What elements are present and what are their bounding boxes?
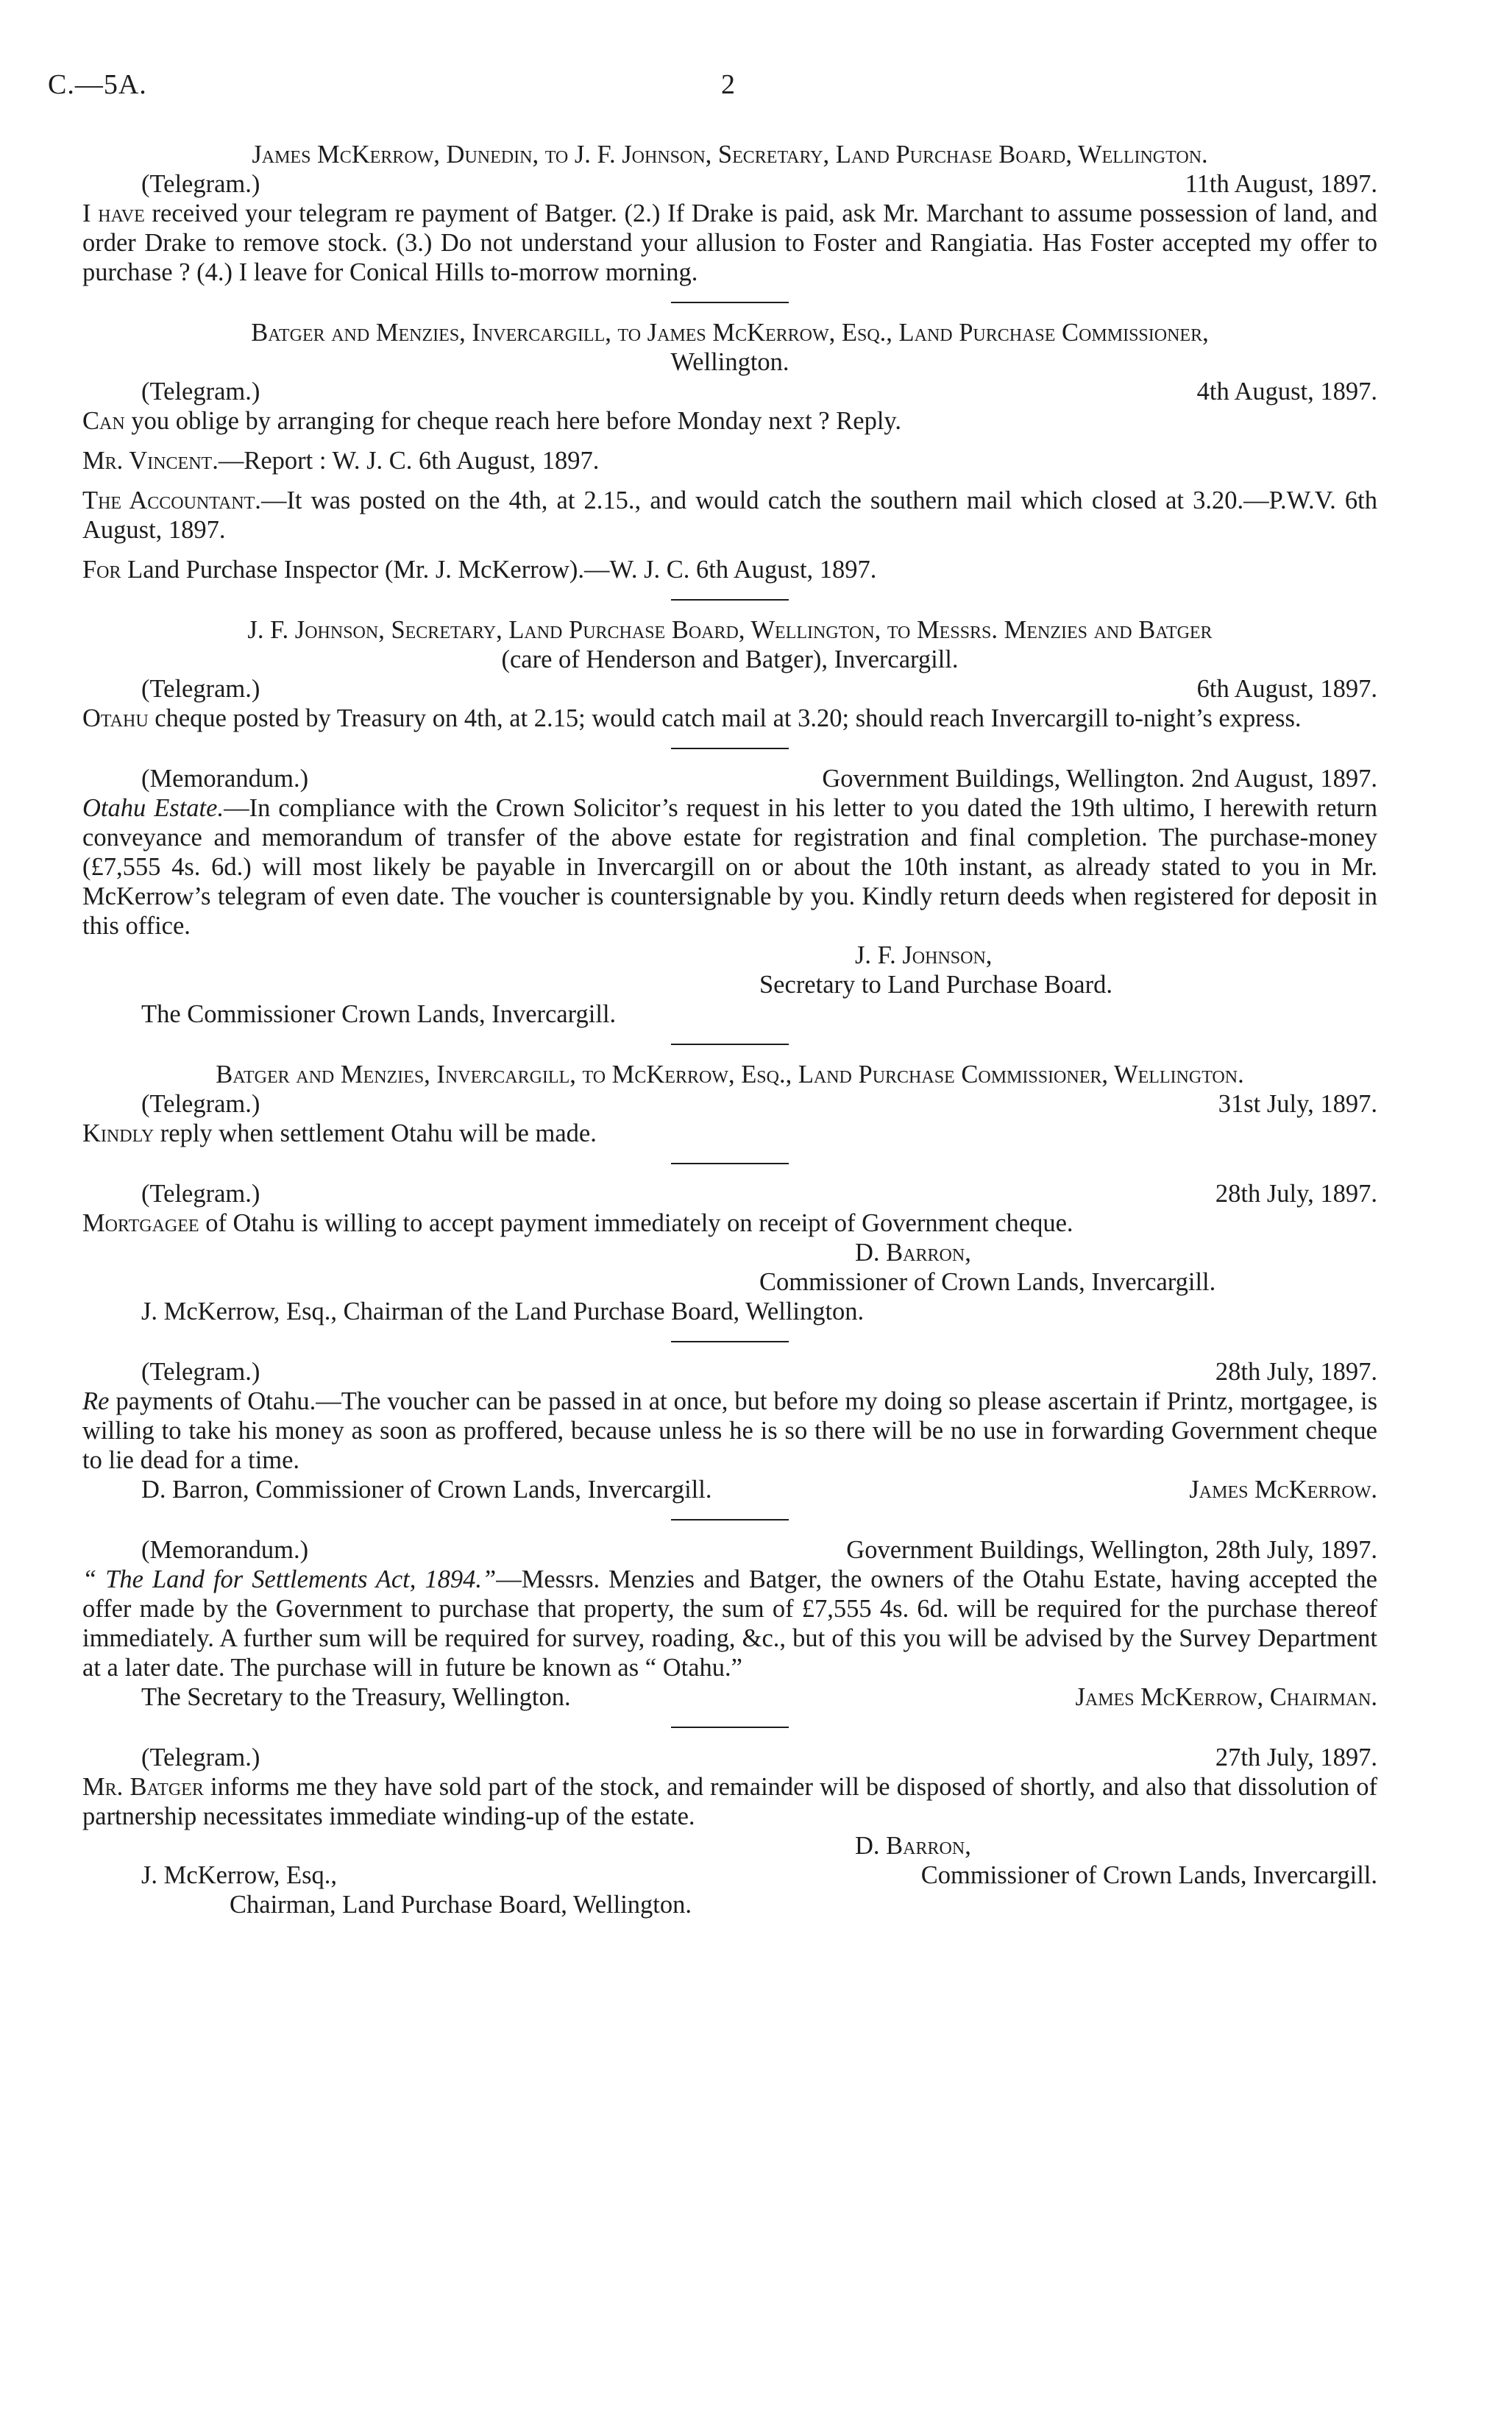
signature-name: D. Barron, xyxy=(855,1239,971,1267)
document-date: 28th July, 1897. xyxy=(1215,1180,1377,1208)
document-date: 11th August, 1897. xyxy=(1185,170,1377,198)
document-date: 28th July, 1897. xyxy=(1215,1358,1377,1386)
telegram-barron-mortgagee xyxy=(82,1179,1377,1326)
correspondence-heading-cont: Wellington. xyxy=(670,348,789,376)
document-date: 6th August, 1897. xyxy=(1196,675,1377,703)
minute-accountant xyxy=(82,486,1377,545)
signature-name: James McKerrow. xyxy=(1189,1476,1377,1504)
message-lead: Mr. Batger xyxy=(82,1773,204,1801)
document-date: 31st July, 1897. xyxy=(1218,1090,1377,1118)
addressee: The Commissioner Crown Lands, Invercargill. xyxy=(141,1000,617,1028)
message-lead: Mortgagee xyxy=(82,1209,199,1237)
type-date-line xyxy=(82,1357,1377,1387)
message-body: cheque posted by Treasury on 4th, at 2.15; would catch mail at 3.20; should reach Invercargill to-night’s express. xyxy=(148,704,1302,732)
message-text xyxy=(82,1387,1377,1475)
document-body xyxy=(82,140,1377,1919)
type-date-line xyxy=(82,1743,1377,1772)
section-divider xyxy=(671,748,789,749)
page-header xyxy=(0,70,1512,107)
type-date-line xyxy=(82,1089,1377,1119)
telegram-batger-kindly-reply xyxy=(82,1060,1377,1148)
message-lead: “ The Land for Settlements Act, 1894.” xyxy=(82,1565,497,1593)
document-type: (Telegram.) xyxy=(141,675,260,703)
message-body: —Messrs. Menzies and Batger, the owners of the Otahu Estate, having accepted the offer made by the Government to purchase that property, the sum of £7,555 4s. 6d. will be required for the purchase thereof immediately. A further sum will be required for survey, roading, &c., but of this you will be advised by the Survey Department at a later date. The purchase will in future be known as “ Otahu.” xyxy=(82,1565,1377,1682)
section-divider xyxy=(671,1519,789,1521)
minute-lead: For xyxy=(82,556,121,584)
signature-title: Commissioner of Crown Lands, Invercargill. xyxy=(920,1861,1377,1889)
signature-name: James McKerrow, Chairman. xyxy=(1075,1683,1377,1711)
message-lead: Kindly xyxy=(82,1119,155,1147)
document-type: (Telegram.) xyxy=(141,378,260,406)
message-body: informs me they have sold part of the stock, and remainder will be disposed of shortly, and also that dissolution of partnership necessitates immediate winding-up of the estate. xyxy=(82,1773,1378,1830)
document-date: Government Buildings, Wellington, 28th July, 1897. xyxy=(846,1536,1377,1564)
document-type: (Telegram.) xyxy=(141,170,260,198)
signature-name: J. F. Johnson, xyxy=(855,941,993,969)
correspondence-heading-cont: (care of Henderson and Batger), Invercargill. xyxy=(501,645,959,673)
correspondence-heading: James McKerrow, Dunedin, to J. F. Johnson, Secretary, Land Purchase Board, Wellington. xyxy=(252,141,1208,169)
message-lead: Re xyxy=(82,1387,110,1415)
minute-body: Land Purchase Inspector (Mr. J. McKerrow).—W. J. C. 6th August, 1897. xyxy=(121,556,877,584)
addressee: The Secretary to the Treasury, Wellington. xyxy=(141,1683,571,1711)
type-date-line xyxy=(82,1535,1377,1565)
telegram-barron-stock-sold xyxy=(82,1743,1377,1919)
message-lead: Otahu Estate. xyxy=(82,794,224,822)
correspondence-heading: Batger and Menzies, Invercargill, to McKerrow, Esq., Land Purchase Commissioner, Wellington. xyxy=(216,1061,1244,1088)
message-body: received your telegram re payment of Batger. (2.) If Drake is paid, ask Mr. Marchant to assume possession of land, and order Drake to remove stock. (3.) Do not understand your allusion to Foster and Rangiatia. Has Foster accepted my offer to purchase ? (4.) I leave for Conical Hills to-morrow morning. xyxy=(82,199,1377,286)
addressee-title-line xyxy=(82,1861,1377,1890)
memorandum-land-for-settlements xyxy=(82,1535,1377,1712)
message-body: payments of Otahu.—The voucher can be passed in at once, but before my doing so please ascertain if Printz, mortgagee, is willing to take his money as soon as proffered, because unless he is so there will be no use in forwarding Government cheque to lie dead for a time. xyxy=(82,1387,1377,1474)
message-text xyxy=(82,1119,1377,1148)
type-date-line xyxy=(82,377,1377,406)
addressee: J. McKerrow, Esq., xyxy=(141,1861,338,1889)
signature-title: Commissioner of Crown Lands, Invercargill. xyxy=(759,1268,1216,1296)
correspondence-heading: J. F. Johnson, Secretary, Land Purchase Board, Wellington, to Messrs. Menzies and Batger xyxy=(247,616,1213,644)
message-lead: Can xyxy=(82,407,125,435)
document-type: (Memorandum.) xyxy=(141,765,309,793)
minute-body: —It was posted on the 4th, at 2.15., and would catch the southern mail which closed at 3.20.—P.W.V. 6th August, 1897. xyxy=(82,486,1377,544)
type-date-line xyxy=(82,169,1377,199)
addressee-cont: Chairman, Land Purchase Board, Wellington. xyxy=(230,1891,692,1919)
minute-lead: The Accountant. xyxy=(82,486,261,514)
message-text xyxy=(82,793,1377,941)
type-date-line xyxy=(82,1179,1377,1208)
section-divider xyxy=(671,1727,789,1728)
message-text xyxy=(82,704,1377,733)
minute-body: —Report : W. J. C. 6th August, 1897. xyxy=(218,447,600,475)
telegram-mckerrow-re-payments xyxy=(82,1357,1377,1504)
addressee: J. McKerrow, Esq., Chairman of the Land Purchase Board, Wellington. xyxy=(141,1298,865,1325)
document-type: (Telegram.) xyxy=(141,1743,260,1771)
message-text xyxy=(82,1208,1377,1238)
page-number: 2 xyxy=(721,69,735,100)
type-date-line xyxy=(82,764,1377,793)
section-divider xyxy=(671,1341,789,1342)
correspondence-heading: Batger and Menzies, Invercargill, to James McKerrow, Esq., Land Purchase Commissioner, xyxy=(251,319,1209,347)
signature-name: D. Barron, xyxy=(855,1832,971,1860)
section-divider xyxy=(671,599,789,601)
telegram-johnson-to-menzies xyxy=(82,615,1377,733)
message-text xyxy=(82,406,1377,436)
message-body: —In compliance with the Crown Solicitor’s request in his letter to you dated the 19th ultimo, I herewith return conveyance and memorandum of transfer of the above estate for registration and final completion. The purchase-money (£7,555 4s. 6d.) will most likely be payable in Invercargill on or about the 10th instant, as already stated to you in Mr. McKerrow’s telegram of even date. The voucher is countersignable by you. Kindly return deeds when registered for deposit in this office. xyxy=(82,794,1378,940)
section-divider xyxy=(671,1044,789,1045)
document-type: (Telegram.) xyxy=(141,1180,260,1208)
document-type: (Telegram.) xyxy=(141,1090,260,1118)
section-divider xyxy=(671,1163,789,1164)
addressee-signature-line xyxy=(82,1475,1377,1504)
document-date: Government Buildings, Wellington. 2nd August, 1897. xyxy=(822,765,1377,793)
message-body: of Otahu is willing to accept payment immediately on receipt of Government cheque. xyxy=(199,1209,1073,1237)
message-lead: I have xyxy=(82,199,145,227)
document-date: 4th August, 1897. xyxy=(1196,378,1377,406)
document-type: (Memorandum.) xyxy=(141,1536,309,1564)
memorandum-otahu-estate xyxy=(82,764,1377,1029)
minute-lead: Mr. Vincent. xyxy=(82,447,219,475)
addressee: D. Barron, Commissioner of Crown Lands, Invercargill. xyxy=(141,1476,712,1504)
document-type: (Telegram.) xyxy=(141,1358,260,1386)
minute-vincent xyxy=(82,446,1377,475)
section-divider xyxy=(671,302,789,303)
message-text xyxy=(82,1772,1377,1831)
message-body: reply when settlement Otahu will be made. xyxy=(154,1119,597,1147)
message-text xyxy=(82,1565,1377,1682)
document-date: 27th July, 1897. xyxy=(1215,1743,1377,1771)
parliamentary-paper-ref: C.—5A. xyxy=(48,69,147,100)
addressee-signature-line xyxy=(82,1682,1377,1712)
signature-title: Secretary to Land Purchase Board. xyxy=(759,971,1112,999)
message-lead: Otahu xyxy=(82,704,149,732)
telegram-batger-to-mckerrow xyxy=(82,318,1377,584)
telegram-mckerrow-to-johnson xyxy=(82,140,1377,287)
message-text xyxy=(82,199,1377,287)
message-body: you oblige by arranging for cheque reach here before Monday next ? Reply. xyxy=(124,407,902,435)
minute-inspector xyxy=(82,555,1377,584)
type-date-line xyxy=(82,674,1377,704)
